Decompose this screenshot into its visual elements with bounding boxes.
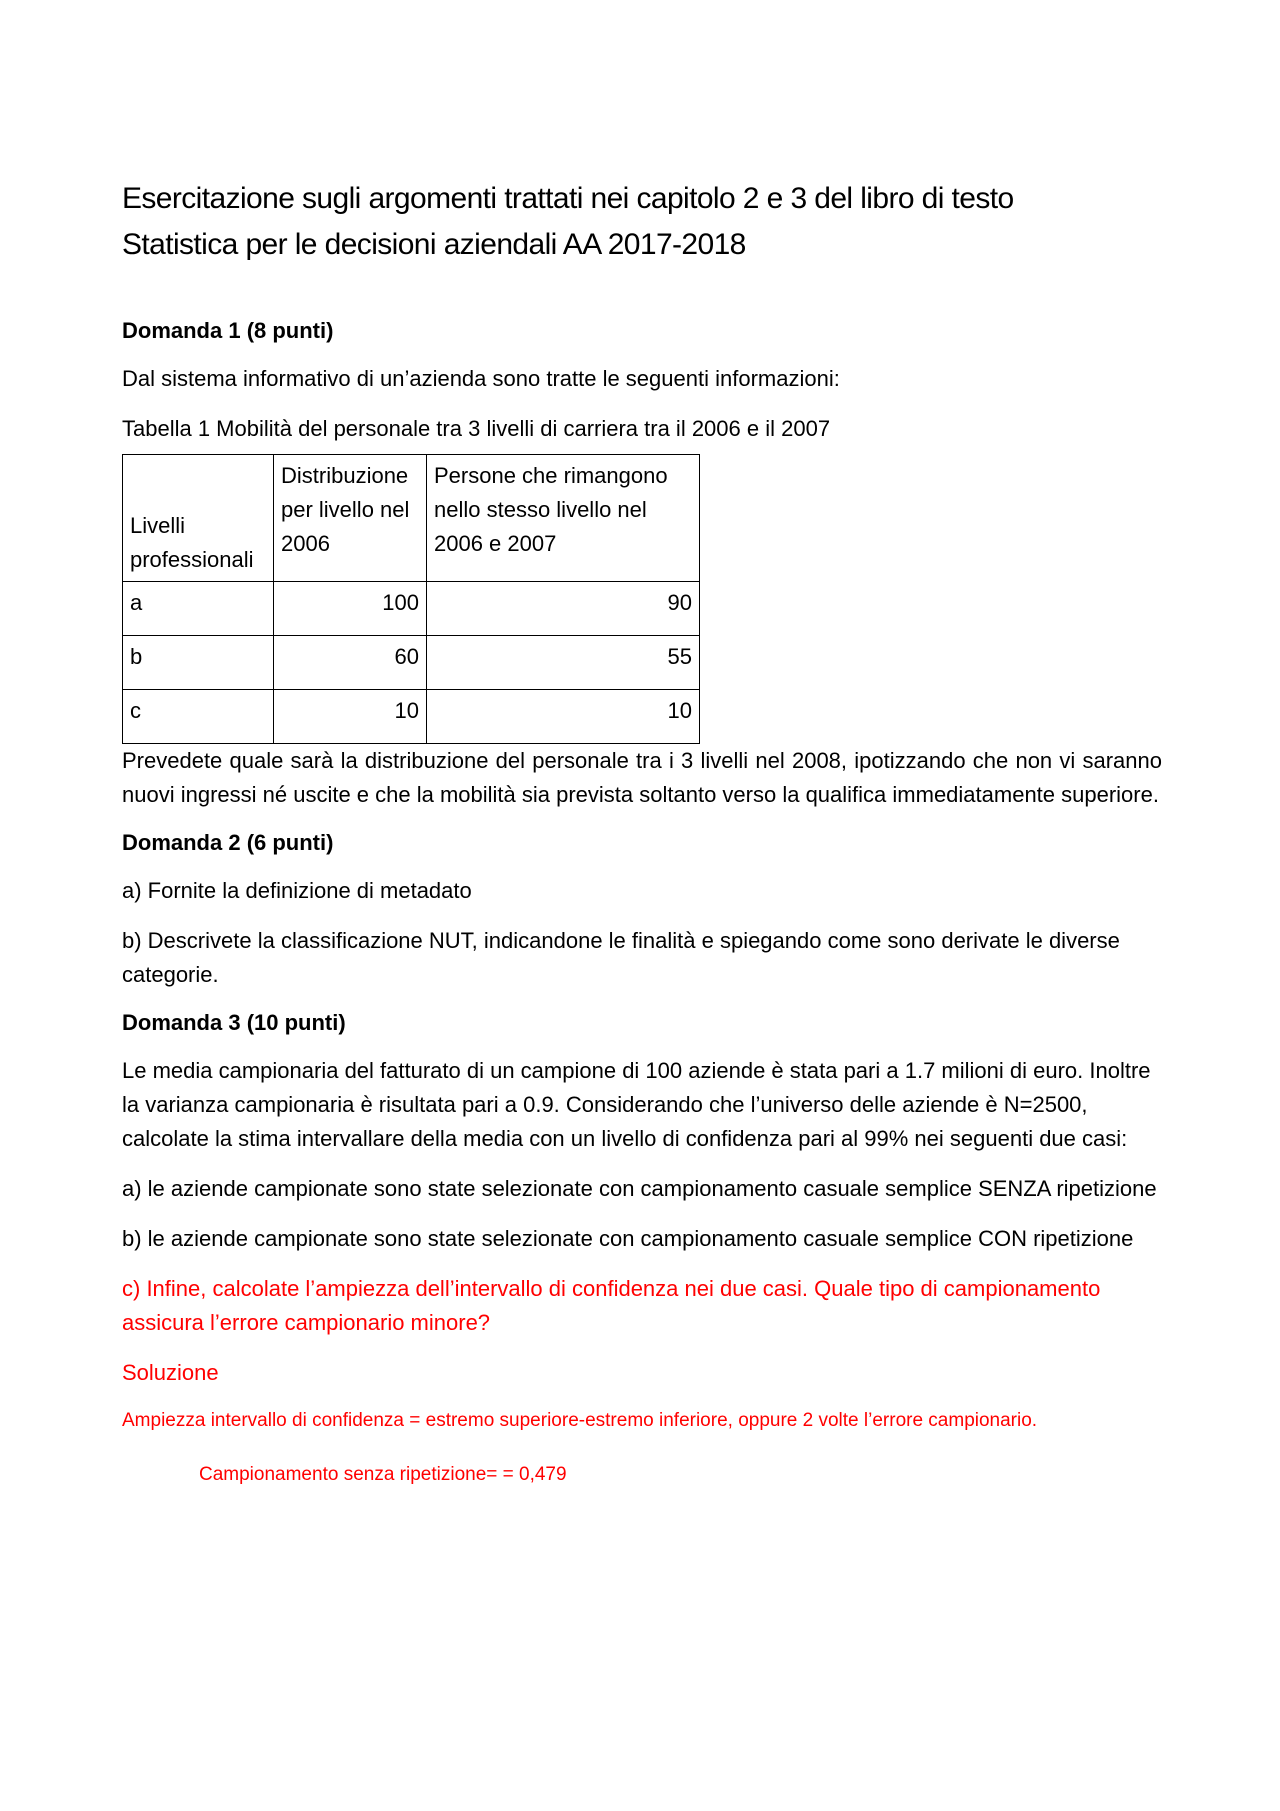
table-row (123, 582, 700, 636)
formula-line: Campionamento senza ripetizione= = 0,479 (199, 1464, 567, 1485)
table-caption: Tabella 1 Mobilità del personale tra 3 livelli di carriera tra il 2006 e il 2007 (122, 416, 831, 441)
question-2-part-a: a) Fornite la definizione di metadato (122, 878, 472, 903)
mobility-table (122, 454, 700, 744)
cell-stay: 55 (427, 636, 700, 690)
header-levels: Livelli professionali (123, 455, 274, 582)
table-row (123, 636, 700, 690)
title-line-1: Esercitazione sugli argomenti trattati nei capitolo 2 e 3 del libro di testo (122, 182, 1014, 215)
solution-text: Ampiezza intervallo di confidenza = estremo superiore-estremo inferiore, oppure 2 volte l’errore campionario. (122, 1410, 1038, 1431)
solution-label: Soluzione (122, 1360, 219, 1385)
header-stay-same-level: Persone che rimangono nello stesso livello nel 2006 e 2007 (427, 455, 700, 582)
cell-stay: 10 (427, 690, 700, 744)
table-header-row (123, 455, 700, 582)
question-1-text: Prevedete quale sarà la distribuzione del personale tra i 3 livelli nel 2008, ipotizzando che non vi saranno nuovi ingressi né uscite e che la mobilità sia prevista soltanto verso la qualifica immediatamente superiore. (122, 748, 1162, 807)
question-1-intro: Dal sistema informativo di un’azienda sono tratte le seguenti informazioni: (122, 366, 840, 391)
question-2-part-b: b) Descrivete la classificazione NUT, indicandone le finalità e spiegando come sono derivate le diverse categorie. (122, 928, 1120, 987)
document-title (122, 176, 1162, 268)
cell-stay: 90 (427, 582, 700, 636)
table-row (123, 690, 700, 744)
title-line-2: Statistica per le decisioni aziendali AA 2017-2018 (122, 228, 746, 261)
cell-level: a (123, 582, 274, 636)
header-distribution-2006: Distribuzione per livello nel 2006 (274, 455, 427, 582)
cell-level: c (123, 690, 274, 744)
question-1-heading: Domanda 1 (8 punti) (122, 318, 334, 343)
question-3-part-a: a) le aziende campionate sono state selezionate con campionamento casuale semplice SENZA ripetizione (122, 1176, 1157, 1201)
cell-dist-2006: 10 (274, 690, 427, 744)
cell-dist-2006: 100 (274, 582, 427, 636)
question-3-intro: Le media campionaria del fatturato di un campione di 100 aziende è stata pari a 1.7 milioni di euro. Inoltre la varianza campionaria è risultata pari a 0.9. Considerando che l’universo delle aziende è N=2500, calcolate la stima intervallare della media con un livello di confidenza pari al 99% nei seguenti due casi: (122, 1058, 1151, 1151)
question-3-heading: Domanda 3 (10 punti) (122, 1010, 346, 1035)
question-3-part-c: c) Infine, calcolate l’ampiezza dell’intervallo di confidenza nei due casi. Quale tipo di campionamento assicura l’errore campionario minore? (122, 1276, 1101, 1335)
cell-dist-2006: 60 (274, 636, 427, 690)
question-2-heading: Domanda 2 (6 punti) (122, 830, 334, 855)
question-3-part-b: b) le aziende campionate sono state selezionate con campionamento casuale semplice CON ripetizione (122, 1226, 1134, 1251)
document-page (122, 176, 1162, 1490)
cell-level: b (123, 636, 274, 690)
